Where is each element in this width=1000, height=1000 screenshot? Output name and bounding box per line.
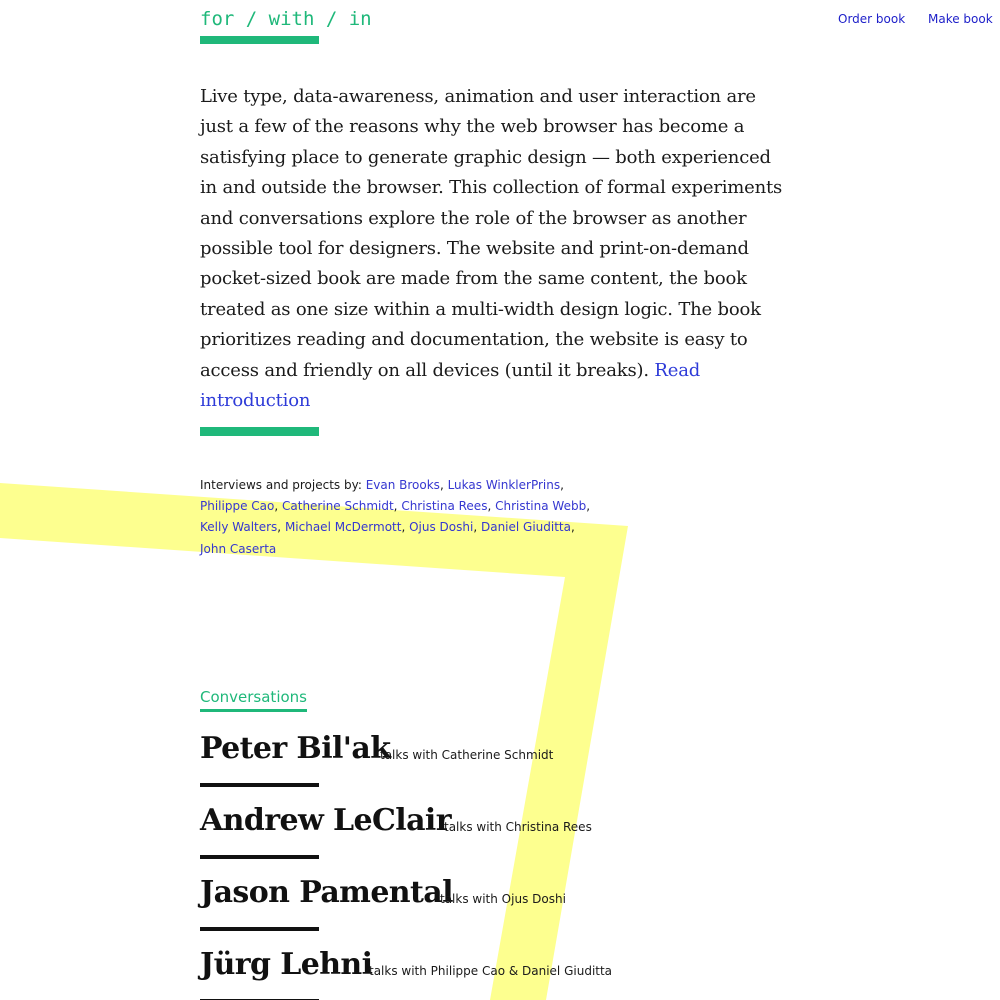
conversation-name[interactable]: Peter Bil'ak [200, 731, 391, 766]
contributors-label: Interviews and projects by: [200, 478, 362, 492]
conversation-subtitle: talks with Catherine Schmidt [380, 748, 554, 762]
conversations-heading: Conversations [200, 688, 307, 712]
contributor-link[interactable]: Lukas WinklerPrins [447, 478, 561, 492]
conversations-list [200, 726, 960, 1000]
conversation-item[interactable] [200, 798, 960, 870]
title-underline [200, 36, 319, 44]
read-introduction-link[interactable]: Read introduction [200, 359, 701, 412]
contributor-link[interactable]: Christina Webb [495, 499, 587, 514]
contributor-link[interactable]: Michael McDermott [284, 520, 402, 535]
conversation-subtitle: talks with Philippe Cao & Daniel Giuditta [369, 964, 613, 978]
top-nav [700, 12, 1000, 32]
contributor-link[interactable]: Philippe Cao [200, 499, 275, 514]
intro-paragraph [200, 82, 792, 416]
contributors-list: Interviews and projects by: Evan Brooks, Lukas WinklerPrins, Philippe Cao, Catherine Schmidt, Christina Rees, Christina Webb, Kelly Walters, Michael McDermott, Ojus Doshi, Daniel Giuditta, John Caserta [200, 478, 591, 556]
intro-text: Live type, data-awareness, animation and user interaction are just a few of the reasons why the web browser has become a satisfying place to generate graphic design — both experienced in and outside the browser. This collection of formal experiments and conversations explore the role of the browser as another possible tool for designers. The website and print-on-demand pocket-sized book are made from the same content, the book treated as one size within a multi-width design logic. The book prioritizes reading and documentation, the website is easy to access and friendly on all devices (until it breaks). [200, 86, 783, 381]
site-title[interactable]: for / with / in [200, 8, 372, 30]
conversation-divider [200, 783, 319, 787]
contributor-link[interactable]: John Caserta [200, 541, 277, 556]
conversation-item[interactable] [200, 942, 960, 1000]
conversation-item[interactable] [200, 870, 960, 942]
conversation-name[interactable]: Andrew LeClair [200, 803, 451, 838]
contributor-link[interactable]: Ojus Doshi [409, 520, 474, 535]
make-book-link[interactable]: Make book [928, 12, 993, 26]
conversation-item[interactable] [200, 726, 960, 798]
contributor-link[interactable]: Catherine Schmidt [282, 499, 394, 514]
order-book-link[interactable]: Order book [838, 12, 906, 26]
contributor-link[interactable]: Kelly Walters [200, 520, 278, 535]
conversation-divider [200, 927, 319, 931]
conversation-divider [200, 855, 319, 859]
conversation-name[interactable]: Jürg Lehni [200, 947, 373, 982]
conversation-subtitle: talks with Christina Rees [444, 820, 592, 834]
conversation-subtitle: talks with Ojus Doshi [440, 892, 566, 906]
contributor-link[interactable]: Daniel Giuditta [480, 520, 571, 535]
contributor-link[interactable]: Christina Rees [401, 499, 488, 514]
conversation-name[interactable]: Jason Pamental [200, 875, 453, 910]
contributor-link[interactable]: Evan Brooks [365, 478, 440, 492]
section-divider [200, 427, 319, 436]
